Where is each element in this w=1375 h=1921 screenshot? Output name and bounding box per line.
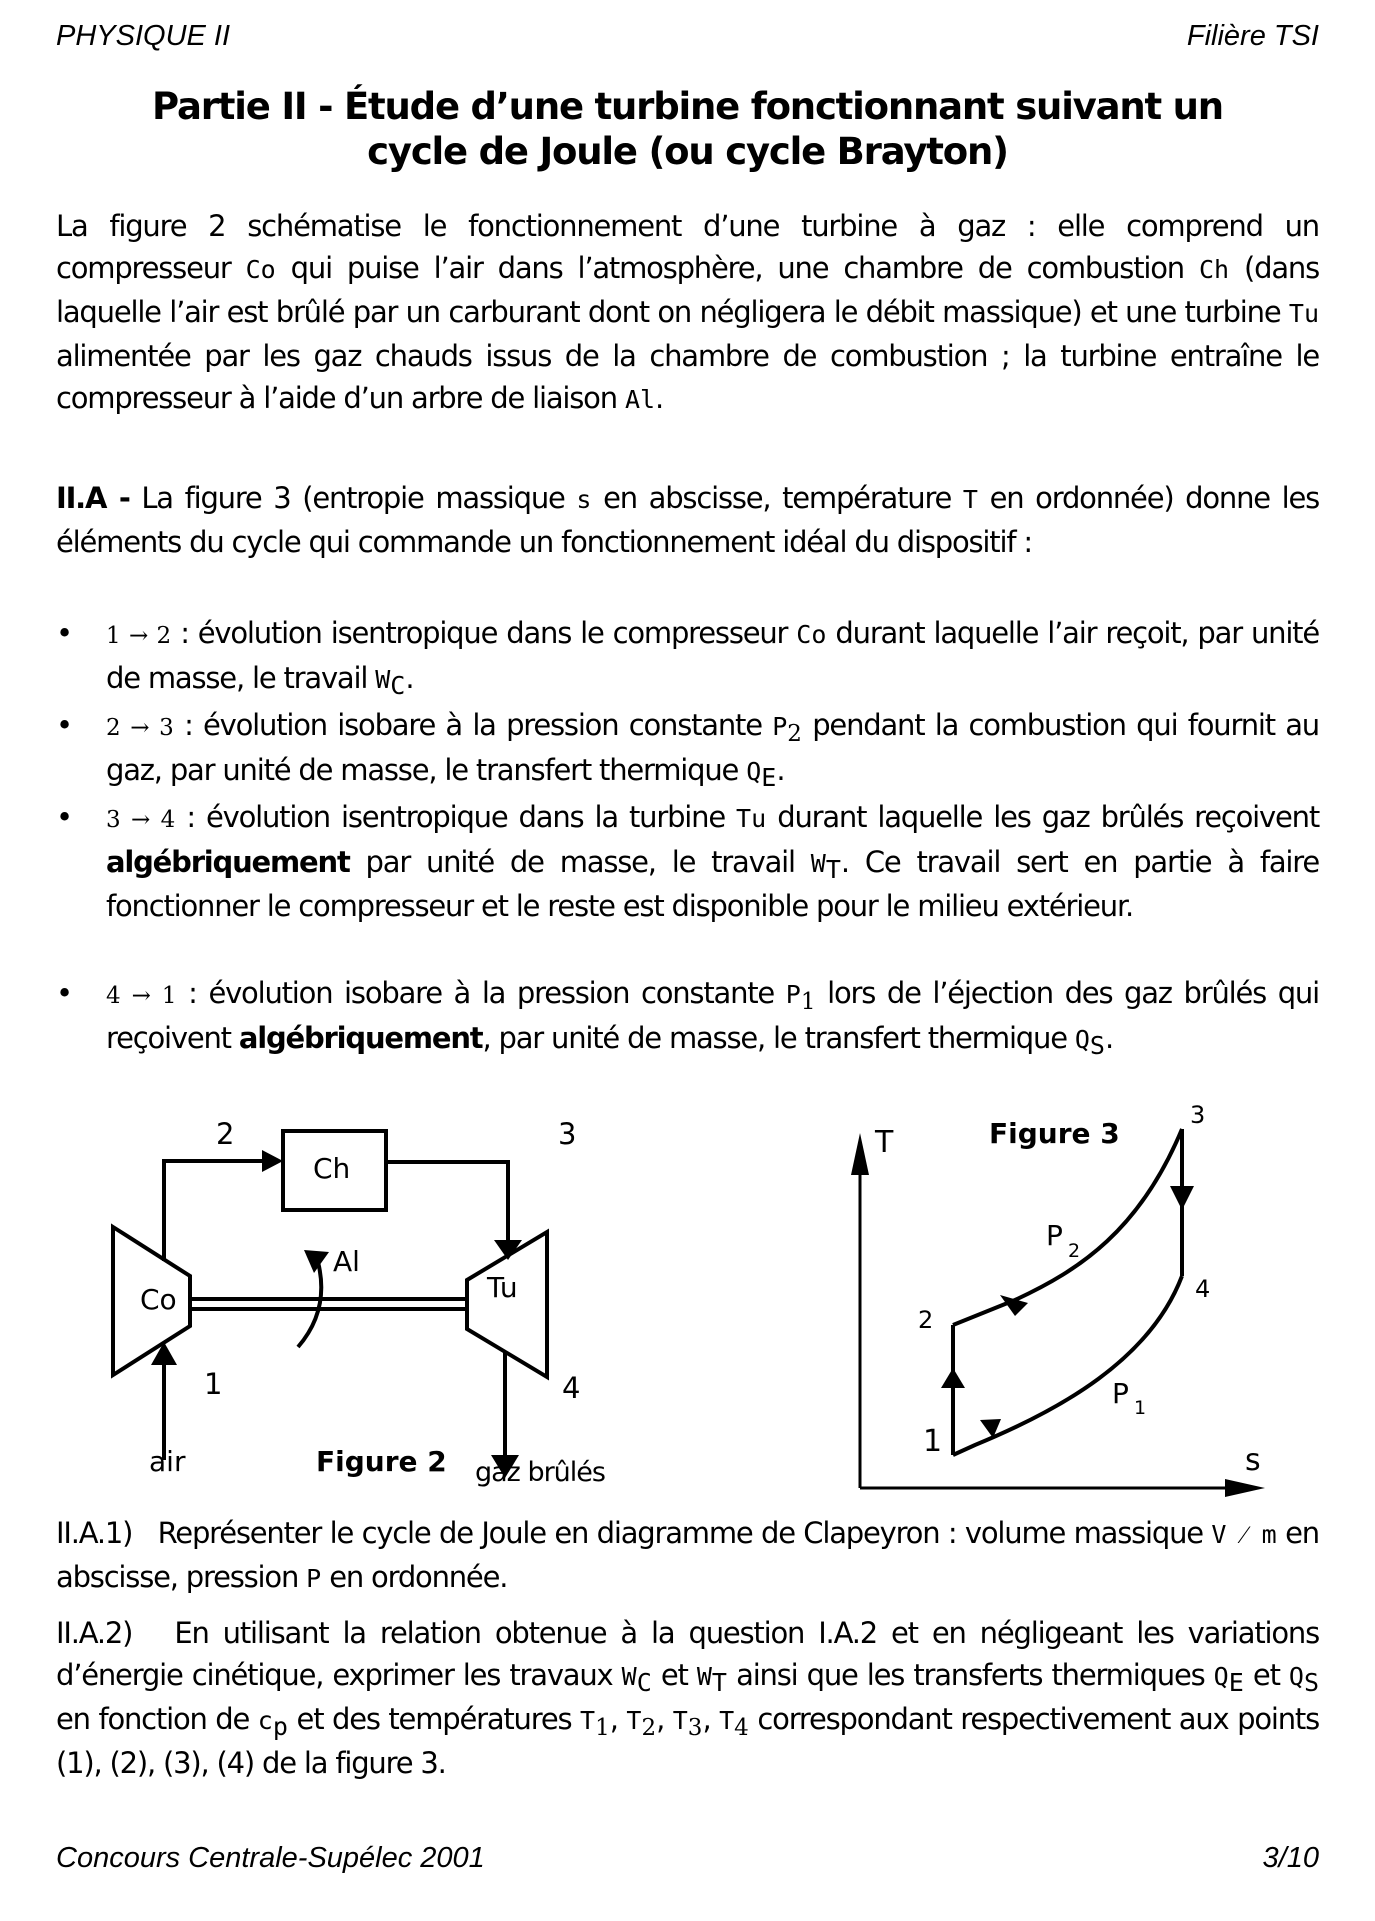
text: : évolution isobare à la pression constante (176, 976, 786, 1010)
text: et (1243, 1658, 1289, 1692)
text: (dans laquelle l’air est brûlé par un carburant dont on négligera le débit massique) et une turbine (56, 251, 1319, 329)
text: ainsi que les transferts thermiques (726, 1658, 1214, 1692)
page-title (56, 84, 1319, 174)
symbol: Q (1074, 1025, 1090, 1054)
text: : évolution isobare à la pression constante (173, 708, 773, 742)
subscript: p (272, 1712, 288, 1741)
question-IIA2 (56, 1612, 1319, 1784)
text: en ordonnée) donne les éléments du cycle qui commande un fonctionnement idéal du dispositif : (56, 481, 1320, 559)
subscript: E (761, 763, 777, 792)
isobar-label: P (1112, 1377, 1129, 1410)
symbol: T (719, 1706, 735, 1735)
symbol: W (696, 1662, 712, 1691)
text: durant laquelle l’air reçoit, par unité de masse, le travail (106, 616, 1319, 695)
text: . (405, 661, 414, 695)
point-label: 2 (216, 1117, 235, 1151)
text: et des températures (287, 1702, 581, 1736)
figure-caption: Figure 2 (316, 1445, 447, 1478)
transition: 2 → 3 (106, 715, 174, 741)
bullet-item (56, 972, 1319, 1061)
bullet-icon: • (56, 616, 72, 650)
page-number: 3/10 (1262, 1842, 1319, 1874)
text: pendant la combustion qui fournit au gaz, par unité de masse, le transfert thermique (106, 708, 1319, 787)
text: alimentée par les gaz chauds issus de la chambre de combustion ; la turbine entraîne le compresseur à l’aide d’un arbre de liaison (56, 339, 1319, 415)
compressor-label: Co (140, 1283, 177, 1316)
figure-2-diagram (0, 1090, 760, 1490)
question-IIA1 (56, 1512, 1319, 1600)
bullet-icon: • (56, 708, 72, 742)
text: correspondant respectivement aux points (1), (2), (3), (4) de la figure 3. (56, 1702, 1319, 1780)
text: et (651, 1658, 697, 1692)
point-label: 1 (923, 1424, 943, 1459)
x-axis-label: s (1245, 1443, 1261, 1478)
symbol: P (772, 712, 788, 741)
text: en abscisse, pression (56, 1516, 1319, 1594)
text: . (655, 381, 664, 415)
symbol-tu: Tu (1288, 299, 1319, 328)
point-label: 3 (558, 1117, 577, 1151)
text: durant laquelle les gaz brûlés reçoivent (766, 800, 1319, 834)
bullet-icon: • (56, 800, 72, 834)
text: lors de l’éjection des gaz brûlés qui reçoivent (106, 976, 1319, 1055)
text: . (776, 753, 785, 787)
bullet-item (56, 796, 1319, 927)
arrow-up-icon (151, 1342, 177, 1365)
subscript: T (711, 1668, 727, 1697)
point-label: 3 (1190, 1101, 1206, 1129)
arrow-rotate-icon (304, 1250, 329, 1273)
text: , (702, 1702, 720, 1736)
arrow-down-icon (1170, 1186, 1194, 1210)
emphasis: algébriquement (238, 1021, 483, 1055)
symbol: Q (746, 757, 762, 786)
bullet-item (56, 704, 1319, 793)
subscript: 3 (687, 1715, 703, 1741)
text: en ordonnée. (321, 1560, 508, 1594)
symbol: W (621, 1662, 637, 1691)
point-label: 1 (204, 1367, 223, 1401)
point-label: 2 (918, 1306, 934, 1334)
isobar-label: P (1046, 1219, 1063, 1252)
symbol: Tu (736, 804, 767, 833)
symbol-s: s (576, 485, 592, 514)
question-label: II.A.2) (56, 1616, 133, 1650)
isobar-p2 (953, 1129, 1182, 1325)
isobar-subscript: 1 (1134, 1397, 1147, 1419)
symbol: V ⁄ m (1211, 1520, 1277, 1549)
point-label: 4 (562, 1371, 581, 1405)
turbine-label: Tu (487, 1271, 518, 1304)
subscript: C (390, 671, 406, 700)
text: en fonction de (56, 1702, 258, 1736)
transition: 1 → 2 (106, 623, 172, 649)
figure-3-ts-diagram (820, 1090, 1280, 1500)
header-subject: PHYSIQUE II (56, 20, 231, 52)
bullet-icon: • (56, 976, 72, 1010)
rotation-arrow (298, 1262, 321, 1347)
symbol: P (785, 980, 801, 1009)
section-IIA-paragraph (56, 477, 1319, 563)
question-label: II.A.1) (56, 1516, 133, 1550)
text: La figure 3 (entropie massique (129, 481, 577, 515)
point-label: 4 (1195, 1275, 1211, 1303)
arrow-up-icon (941, 1368, 965, 1388)
outlet-label: gaz brûlés (475, 1457, 605, 1488)
intro-paragraph (56, 205, 1319, 421)
emphasis: algébriquement (106, 845, 350, 879)
symbol-co: Co (245, 255, 276, 284)
figure-caption: Figure 3 (989, 1117, 1120, 1150)
symbol: c (257, 1706, 273, 1735)
text: en abscisse, température (591, 481, 963, 515)
cycle-path (953, 1129, 1182, 1455)
text: En utilisant la relation obtenue à la question I.A.2 et en négligeant les variations d’énergie cinétique, exprimer les travaux (56, 1616, 1319, 1692)
symbol: W (810, 849, 826, 878)
footer-source: Concours Centrale-Supélec 2001 (56, 1842, 485, 1874)
symbol: P (306, 1564, 322, 1593)
text: . Ce travail sert en partie à faire fonctionner le compresseur et le reste est disponible pour le milieu extérieur. (106, 845, 1319, 923)
subscript: 1 (595, 1715, 610, 1741)
symbol: Q (1213, 1662, 1229, 1691)
flow-line-3 (386, 1162, 508, 1240)
symbol-ch: Ch (1198, 255, 1230, 284)
bullet-item (56, 612, 1319, 701)
symbol: T (672, 1706, 688, 1735)
text: qui puise l’air dans l’atmosphère, une chambre de combustion (275, 251, 1199, 285)
symbol-al: Al (624, 385, 656, 414)
header-track: Filière TSI (1186, 20, 1319, 52)
transition: 4 → 1 (106, 983, 177, 1009)
subscript: T (825, 855, 841, 884)
chamber-label: Ch (313, 1152, 351, 1185)
flow-line-2 (164, 1161, 262, 1261)
symbol: T (580, 1706, 596, 1735)
shaft-label: Al (333, 1245, 360, 1278)
isobar-subscript: 2 (1068, 1240, 1081, 1262)
text: Représenter le cycle de Joule en diagramme de Clapeyron : volume massique (157, 1516, 1212, 1550)
title-line-1: Partie II - Étude d’une turbine fonctionnant suivant un (152, 85, 1223, 128)
symbol: T (626, 1706, 642, 1735)
subscript: S (1303, 1668, 1320, 1697)
subscript: C (636, 1668, 652, 1697)
subscript: S (1089, 1031, 1105, 1060)
text: : évolution isentropique dans le compresseur (171, 616, 797, 650)
symbol-T: T (962, 485, 978, 514)
subscript: 2 (641, 1715, 657, 1741)
symbol: Q (1288, 1662, 1304, 1691)
axis-arrow-right-icon (1225, 1479, 1265, 1497)
section-label: II.A - (56, 481, 130, 515)
text: . (1104, 1021, 1114, 1055)
subscript: E (1228, 1668, 1244, 1697)
title-line-2: cycle de Joule (ou cycle Brayton) (367, 130, 1008, 173)
text: : évolution isentropique dans la turbine (175, 800, 737, 834)
axis-arrow-up-icon (851, 1133, 869, 1175)
text: , (656, 1702, 673, 1736)
subscript: 1 (800, 989, 816, 1015)
symbol: W (375, 665, 391, 694)
inlet-label: air (149, 1445, 186, 1478)
text: par unité de masse, le travail (349, 845, 811, 879)
arrow-right-icon (262, 1150, 283, 1172)
subscript: 4 (734, 1715, 749, 1741)
text: , (609, 1702, 627, 1736)
symbol: Co (796, 620, 827, 649)
subscript: 2 (787, 721, 802, 747)
y-axis-label: T (875, 1125, 894, 1160)
transition: 3 → 4 (106, 807, 176, 833)
text: La figure 2 schématise le fonctionnement d’une turbine à gaz : elle comprend un compresseur (56, 209, 1319, 285)
text: , par unité de masse, le transfert thermique (482, 1021, 1075, 1055)
